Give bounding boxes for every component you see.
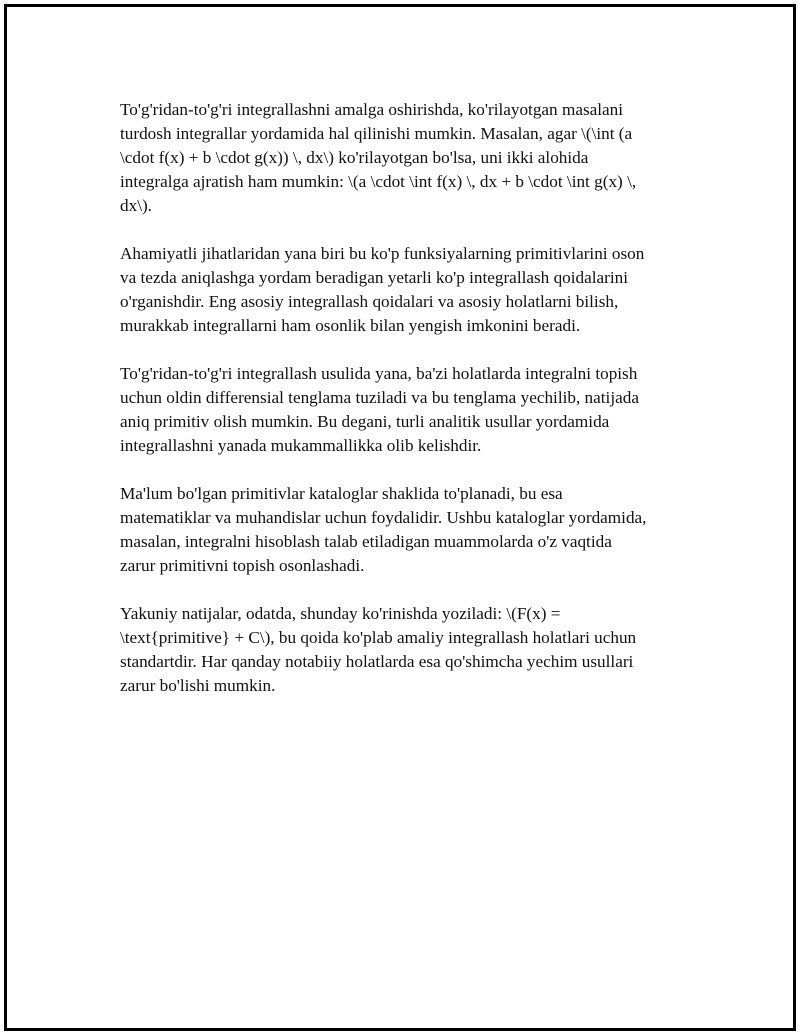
text-line: va tezda aniqlashga yordam beradigan yetarli ko'p integrallash qoidalarini (120, 268, 629, 287)
text-line: o'rganishdir. Eng asosiy integrallash qoidalari va asosiy holatlarni bilish, (120, 292, 619, 311)
text-line: Ma'lum bo'lgan primitivlar kataloglar shaklida to'planadi, bu esa (120, 484, 563, 503)
text-line: uchun oldin differensial tenglama tuziladi va bu tenglama yechilib, natijada (120, 388, 639, 407)
text-line: integrallashni yanada mukammallikka olib kelishdir. (120, 436, 482, 455)
text-line: zarur primitivni topish osonlashadi. (120, 556, 365, 575)
text-line: turdosh integrallar yordamida hal qilinishi mumkin. Masalan, agar \(\int (a (120, 124, 633, 143)
text-line: To'g'ridan-to'g'ri integrallashni amalga oshirishda, ko'rilayotgan masalani (120, 100, 624, 119)
text-line: integralga ajratish ham mumkin: \(a \cdot \int f(x) \, dx + b \cdot \int g(x) \, (120, 172, 637, 191)
text-line: matematiklar va muhandislar uchun foydalidir. Ushbu kataloglar yordamida, (120, 508, 647, 527)
paragraph (120, 362, 700, 458)
text-line: dx\). (120, 196, 152, 215)
text-line: Ahamiyatli jihatlaridan yana biri bu ko'p funksiyalarning primitivlarini oson (120, 244, 645, 263)
document-body (120, 98, 700, 722)
paragraph (120, 482, 700, 578)
text-line: zarur bo'lishi mumkin. (120, 676, 276, 695)
document-page (4, 4, 796, 1031)
text-line: \text{primitive} + C\), bu qoida ko'plab amaliy integrallash holatlari uchun (120, 628, 637, 647)
text-line: standartdir. Har qanday notabiiy holatlarda esa qo'shimcha yechim usullari (120, 652, 634, 671)
paragraph (120, 98, 700, 218)
text-line: To'g'ridan-to'g'ri integrallash usulida yana, ba'zi holatlarda integralni topish (120, 364, 638, 383)
text-line: masalan, integralni hisoblash talab etiladigan muammolarda o'z vaqtida (120, 532, 612, 551)
paragraph (120, 242, 700, 338)
text-line: Yakuniy natijalar, odatda, shunday ko'rinishda yoziladi: \(F(x) = (120, 604, 561, 623)
text-line: aniq primitiv olish mumkin. Bu degani, turli analitik usullar yordamida (120, 412, 610, 431)
text-line: murakkab integrallarni ham osonlik bilan yengish imkonini beradi. (120, 316, 581, 335)
paragraph (120, 602, 700, 698)
text-line: \cdot f(x) + b \cdot g(x)) \, dx\) ko'rilayotgan bo'lsa, uni ikki alohida (120, 148, 589, 167)
